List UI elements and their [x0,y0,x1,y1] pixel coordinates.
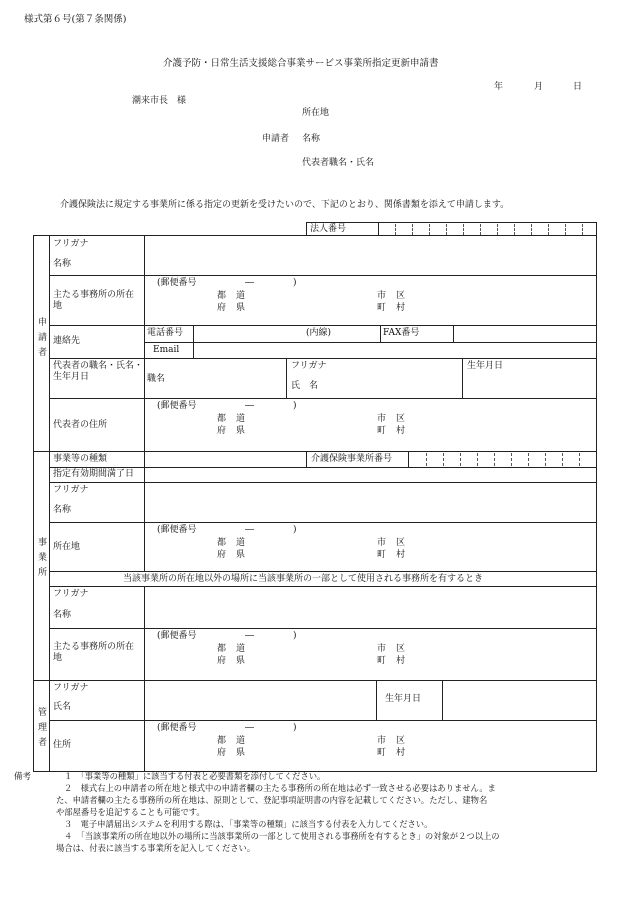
manager-city-shi: 市 [377,736,387,746]
applicant-main-office-label: 主たる事務所の所在地 [53,290,135,311]
postal-close: ) [293,278,297,288]
addressee: 潮来市長 様 [132,96,187,106]
business-type-label: 事業等の種類 [53,454,108,464]
email-label: Email [153,345,180,355]
office-prefecture-fu: 府 [217,550,227,560]
office-prefecture-to: 都 [217,538,227,548]
manager-birthdate-label: 生年月日 [385,694,422,704]
city-ku: 区 [396,291,406,301]
manager-prefecture-dou: 道 [236,736,246,746]
office-city-shi: 市 [377,538,387,548]
prefecture-to: 都 [217,291,227,301]
manager-postal-close: ) [293,723,297,733]
date-year: 年 [494,82,504,92]
manager-furigana-label: フリガナ [53,683,89,693]
rep-furigana-label: フリガナ [291,361,327,371]
extension-label: (内線) [306,328,332,338]
prefecture-fu: 府 [217,303,227,313]
prefecture-ken: 県 [236,303,246,313]
manager-village-mura: 村 [396,748,406,758]
branch-name-label: 名称 [53,610,72,620]
branch-town-machi: 町 [377,656,387,666]
note-item: １ 「事業等の種類」に該当する付表と必要書類を添付してください。 [64,771,326,781]
contact-label: 連絡先 [53,336,81,346]
city-shi: 市 [377,291,387,301]
manager-prefecture-fu: 府 [217,748,227,758]
manager-address-label: 住所 [53,740,72,750]
village-mura: 村 [396,303,406,313]
rep-postal-dash: ― [245,401,254,411]
rep-info-label: 代表者の職名・氏名・生年月日 [53,361,144,382]
office-furigana-label: フリガナ [53,485,89,495]
applicant-postal-label: (郵便番号 [157,278,197,288]
applicant-name-label: 名称 [302,134,321,144]
manager-city-ku: 区 [396,736,406,746]
notes-label: 備考 [14,772,32,782]
care-office-number-label: 介護保険事業所番号 [311,454,393,464]
manager-town-machi: 町 [377,748,387,758]
branch-prefecture-fu: 府 [217,656,227,666]
note-item: ３ 電子申請届出システムを利用する際は、「事業等の種類」に該当する付表を入力してください。 [64,819,433,829]
branch-city-shi: 市 [377,644,387,654]
statement: 介護保険法に規定する事業所に係る指定の更新を受けたいので、下記のとおり、関係書類を添えて申請します。 [60,200,510,210]
corp-number-label: 法人番号 [310,224,347,234]
branch-prefecture-to: 都 [217,644,227,654]
prefecture-dou: 道 [236,291,246,301]
phone-label: 電話番号 [147,328,184,338]
rep-village-mura: 村 [396,426,406,436]
rep-person-name-label: 氏 名 [291,381,319,391]
note-item: ４ 「当該事業所の所在地以外の場所に当該事業所の一部として使用される事務所を有するとき」の対象が２つ以上の [64,831,500,841]
validity-end-label: 指定有効期間満了日 [53,469,135,479]
rep-prefecture-fu: 府 [217,426,227,436]
office-section-label: 事業所 [36,537,46,582]
representative-label: 代表者職名・氏名 [302,158,375,168]
applicant-furigana-label: フリガナ [53,239,89,249]
page-title: 介護予防・日常生活支援総合事業サービス事業所指定更新申請書 [163,58,439,69]
office-postal-close: ) [293,525,297,535]
office-city-ku: 区 [396,538,406,548]
title-label: 職名 [147,374,166,384]
note-item: 場合は、付表に該当する事業所を記入してください。 [56,843,256,853]
manager-prefecture-to: 都 [217,736,227,746]
rep-city-ku: 区 [396,414,406,424]
postal-dash: ― [245,278,254,288]
town-machi: 町 [377,303,387,313]
branch-city-ku: 区 [396,644,406,654]
other-location-heading: 当該事業所の所在地以外の場所に当該事業所の一部として使用される事務所を有するとき [123,574,484,584]
office-name-label: 名称 [53,505,72,515]
office-prefecture-dou: 道 [236,538,246,548]
office-town-machi: 町 [377,550,387,560]
rep-city-shi: 市 [377,414,387,424]
notes [40,770,500,854]
applicant-section-label: 申請者 [36,317,46,362]
rep-prefecture-ken: 県 [236,426,246,436]
office-postal-label: (郵便番号 [157,525,197,535]
rep-prefecture-to: 都 [217,414,227,424]
rep-birthdate-label: 生年月日 [467,361,504,371]
rep-prefecture-dou: 道 [236,414,246,424]
date-month: 月 [534,82,544,92]
manager-postal-label: (郵便番号 [157,723,197,733]
rep-postal-close: ) [293,401,297,411]
form-number: 様式第６号(第７条関係) [24,14,127,25]
rep-town-machi: 町 [377,426,387,436]
note-item: た、申請者欄の主たる事務所の所在地は、原則として、登記事項証明書の内容を記載してください。ただし、建物名 [56,795,488,805]
branch-main-office-label: 主たる事務所の所在地 [53,642,135,663]
applicant-name-label: 名称 [53,259,72,269]
rep-address-label: 代表者の住所 [53,420,108,430]
applicant-label: 申請者 [262,134,290,144]
date-day: 日 [573,82,583,92]
branch-prefecture-dou: 道 [236,644,246,654]
branch-village-mura: 村 [396,656,406,666]
office-postal-dash: ― [245,525,254,535]
office-village-mura: 村 [396,550,406,560]
branch-postal-close: ) [293,631,297,641]
fax-label: FAX番号 [383,328,420,338]
manager-name-label: 氏名 [53,702,72,712]
manager-section-label: 管理者 [36,707,46,752]
note-item: や部屋番号を追記することも可能です。 [56,807,205,817]
branch-prefecture-ken: 県 [236,656,246,666]
note-item: ２ 様式右上の申請者の所在地と様式中の申請者欄の主たる事務所の所在地は必ず一致させる必要はありません。ま [64,783,496,793]
manager-prefecture-ken: 県 [236,748,246,758]
rep-postal-label: (郵便番号 [157,401,197,411]
office-location-label: 所在地 [53,542,81,552]
branch-postal-dash: ― [245,631,254,641]
application-form [33,222,597,772]
branch-furigana-label: フリガナ [53,589,89,599]
manager-postal-dash: ― [245,723,254,733]
branch-postal-label: (郵便番号 [157,631,197,641]
office-prefecture-ken: 県 [236,550,246,560]
applicant-address-label: 所在地 [302,108,330,118]
